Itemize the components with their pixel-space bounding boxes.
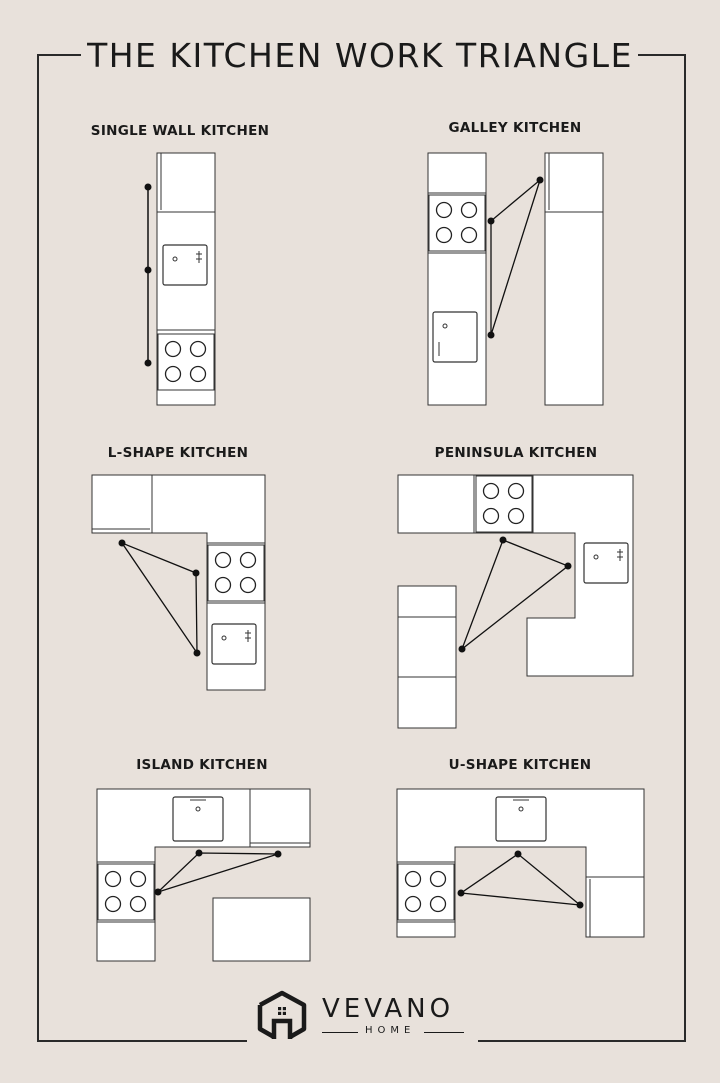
- label-island: ISLAND KITCHEN: [136, 757, 268, 773]
- house-logo-icon: [260, 993, 304, 1039]
- label-galley: GALLEY KITCHEN: [448, 120, 582, 136]
- plan-single-wall: [145, 153, 216, 405]
- label-l-shape: L-SHAPE KITCHEN: [107, 445, 249, 461]
- plan-l-shape: [92, 475, 265, 690]
- plan-island: [97, 789, 310, 961]
- label-peninsula: PENINSULA KITCHEN: [434, 445, 598, 461]
- page-title: THE KITCHEN WORK TRIANGLE: [87, 36, 633, 75]
- plan-galley: [428, 153, 603, 405]
- brand-rule-left: [322, 1032, 358, 1033]
- label-single-wall: SINGLE WALL KITCHEN: [90, 123, 270, 139]
- label-u-shape: U-SHAPE KITCHEN: [448, 757, 592, 773]
- plan-peninsula: [398, 475, 633, 728]
- brand-rule-right: [424, 1032, 464, 1033]
- brand-name: VEVANO: [322, 994, 455, 1024]
- brand-sub: HOME: [365, 1025, 416, 1036]
- plan-u-shape: [397, 789, 644, 937]
